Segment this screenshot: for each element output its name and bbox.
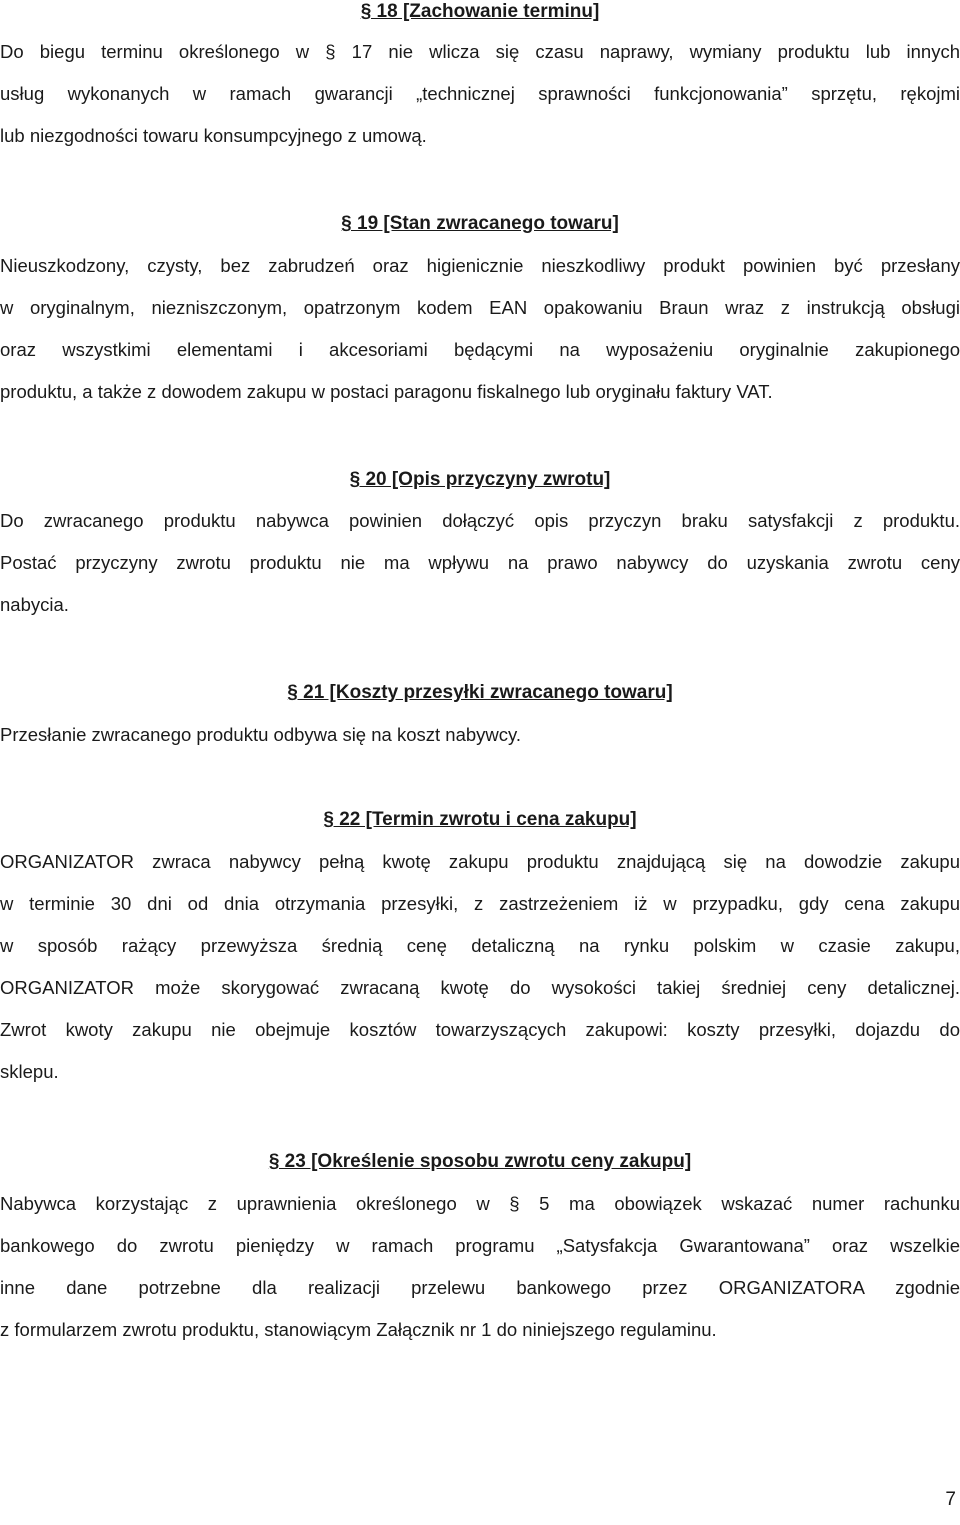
paragraph-line: oraz wszystkimi elementami i akcesoriami będącymi na wyposażeniu oryginalnie zakupionego xyxy=(0,339,960,360)
paragraph-line: Nieuszkodzony, czysty, bez zabrudzeń oraz higienicznie nieszkodliwy produkt powinien być przesłany xyxy=(0,255,960,276)
section-19-paragraph xyxy=(0,245,960,413)
paragraph-line: ORGANIZATOR zwraca nabywcy pełną kwotę zakupu produktu znajdującą się na dowodzie zakupu xyxy=(0,851,960,872)
paragraph-line: ORGANIZATOR może skorygować zwracaną kwotę do wysokości takiej średniej ceny detalicznej. xyxy=(0,977,960,998)
section-18-paragraph xyxy=(0,31,960,157)
paragraph-line: bankowego do zwrotu pieniędzy w ramach programu „Satysfakcja Gwarantowana” oraz wszelkie xyxy=(0,1235,960,1256)
paragraph-line: Przesłanie zwracanego produktu odbywa się na koszt nabywcy. xyxy=(0,724,522,745)
paragraph-line: Do biegu terminu określonego w § 17 nie wlicza się czasu naprawy, wymiany produktu lub innych xyxy=(0,41,960,62)
paragraph-line: w sposób rażący przewyższa średnią cenę detaliczną na rynku polskim w czasie zakupu, xyxy=(0,935,960,956)
paragraph-line: lub niezgodności towaru konsumpcyjnego z umową. xyxy=(0,125,427,146)
section-22-heading: § 22 [Termin zwrotu i cena zakupu] xyxy=(323,809,637,830)
paragraph-line: usług wykonanych w ramach gwarancji „technicznej sprawności funkcjonowania” sprzętu, rękojmi xyxy=(0,83,960,104)
paragraph-line: produktu, a także z dowodem zakupu w postaci paragonu fiskalnego lub oryginału faktury VAT. xyxy=(0,381,773,402)
section-21-paragraph xyxy=(0,714,960,756)
page-number: 7 xyxy=(945,1489,956,1510)
section-20-heading: § 20 [Opis przyczyny zwrotu] xyxy=(349,469,611,490)
section-19-heading: § 19 [Stan zwracanego towaru] xyxy=(341,213,619,234)
paragraph-line: z formularzem zwrotu produktu, stanowiącym Załącznik nr 1 do niniejszego regulaminu. xyxy=(0,1319,717,1340)
paragraph-line: Do zwracanego produktu nabywca powinien dołączyć opis przyczyn braku satysfakcji z produktu. xyxy=(0,510,960,531)
section-23-paragraph xyxy=(0,1183,960,1351)
section-21-heading: § 21 [Koszty przesyłki zwracanego towaru] xyxy=(287,682,673,703)
section-22-paragraph xyxy=(0,841,960,1093)
section-18-heading: § 18 [Zachowanie terminu] xyxy=(360,1,600,22)
paragraph-line: Postać przyczyny zwrotu produktu nie ma wpływu na prawo nabywcy do uzyskania zwrotu ceny xyxy=(0,552,960,573)
section-20-paragraph xyxy=(0,500,960,626)
paragraph-line: Zwrot kwoty zakupu nie obejmuje kosztów towarzyszących zakupowi: koszty przesyłki, dojazdu do xyxy=(0,1019,960,1040)
paragraph-line: w oryginalnym, niezniszczonym, opatrzonym kodem EAN opakowaniu Braun wraz z instrukcją obsługi xyxy=(0,297,960,318)
paragraph-line: nabycia. xyxy=(0,594,69,615)
paragraph-line: inne dane potrzebne dla realizacji przelewu bankowego przez ORGANIZATORA zgodnie xyxy=(0,1277,960,1298)
section-23-heading: § 23 [Określenie sposobu zwrotu ceny zakupu] xyxy=(268,1151,692,1172)
paragraph-line: sklepu. xyxy=(0,1061,59,1082)
paragraph-line: w terminie 30 dni od dnia otrzymania przesyłki, z zastrzeżeniem iż w przypadku, gdy cena zakupu xyxy=(0,893,960,914)
paragraph-line: Nabywca korzystając z uprawnienia określonego w § 5 ma obowiązek wskazać numer rachunku xyxy=(0,1193,960,1214)
